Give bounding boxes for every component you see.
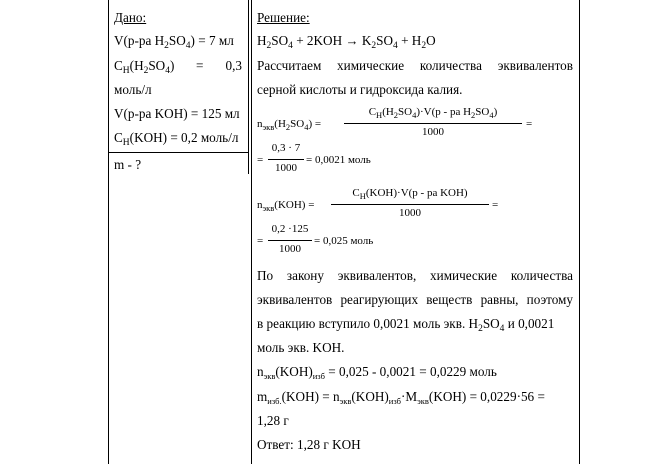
solution-title: Решение: <box>257 10 310 25</box>
given-conc-h2so4-unit: моль/л <box>114 82 152 97</box>
formula3-lhs: $n_{экв}(KOH)$ = <box>257 199 315 213</box>
formula2-denominator: 1000 <box>275 162 297 174</box>
formula3-fraction-bar <box>331 204 489 205</box>
formula4-fraction-bar <box>268 240 312 241</box>
formula2-numerator: 0,3 · 7 <box>271 142 301 154</box>
answer: Ответ: 1,28 г KOH <box>257 437 361 452</box>
solution-text-1a: Рассчитаем химические количества эквивалентов <box>257 58 573 73</box>
given-conc-koh: $C_Н(KOH) = 0,2$ моль/л <box>114 130 239 148</box>
formula2-fraction-bar <box>268 159 304 160</box>
find-quantity: m - ? <box>114 157 142 172</box>
given-separator-line <box>108 152 248 153</box>
calc-excess-koh-moles: $n_{экв}(KOH)_{изб} = 0,025 - 0,0021 = 0,0229$ моль <box>257 364 497 381</box>
solution-text-2a: По закону эквивалентов, химические количества <box>257 268 573 283</box>
formula4-equals: = <box>257 235 264 247</box>
formula4-numerator: 0,2 ·125 <box>271 223 309 235</box>
solution-text-2d: моль экв. KOH. <box>257 340 345 355</box>
calc-excess-koh-mass: $m_{изб.}(KOH) = n_{экв}(KOH)_{изб}\cdot M_{экв}(KOH) = 0,0229\cdot 56$ = <box>257 389 545 406</box>
formula2-result: = 0,0021 моль <box>306 154 371 166</box>
formula1-denominator: 1000 <box>422 126 444 138</box>
formula1-numerator: $C_H(H_2SO_4)\cdot V(р$ - ра $H_2SO_4$) <box>368 106 498 120</box>
formula1-fraction-bar <box>344 123 522 124</box>
given-title: Дано: <box>114 10 147 25</box>
formula4-result: = 0,025 моль <box>314 235 374 247</box>
solution-text-2c: в реакцию вступило 0,0021 моль экв. $H_2SO_4$ и 0,0021 <box>257 316 555 334</box>
given-conc-h2so4: $C_Н(H_2SO_4)$ = 0,3 <box>114 58 242 76</box>
calc-excess-koh-mass-result: 1,28 г <box>257 413 289 428</box>
formula3-denominator: 1000 <box>399 207 421 219</box>
table-border-left <box>108 0 109 464</box>
formula2-equals: = <box>257 154 264 166</box>
formula3-numerator: $C_H(KOH)\cdot V(р$ - ра KOH) <box>352 187 468 201</box>
table-column-divider <box>251 0 252 464</box>
formula1-equals: = <box>526 118 533 130</box>
table-column-divider-inner <box>248 0 249 174</box>
formula1-lhs: $n_{экв}(H_2SO_4)$ = <box>257 118 322 132</box>
given-volume-h2so4: V(р-ра $H_2SO_4) = 7$ мл <box>114 33 234 51</box>
solution-text-1b: серной кислоты и гидроксида калия. <box>257 82 463 97</box>
table-border-right <box>579 0 580 464</box>
given-volume-koh: V(р-ра KOH) = 125 мл <box>114 106 240 121</box>
reaction-equation: $H_2SO_4 + 2KOH \to K_2SO_4 + H_2O$ <box>257 33 436 51</box>
solution-text-2b: эквивалентов реагирующих веществ равны, поэтому <box>257 292 573 307</box>
formula3-equals: = <box>492 199 499 211</box>
formula4-denominator: 1000 <box>279 243 301 255</box>
